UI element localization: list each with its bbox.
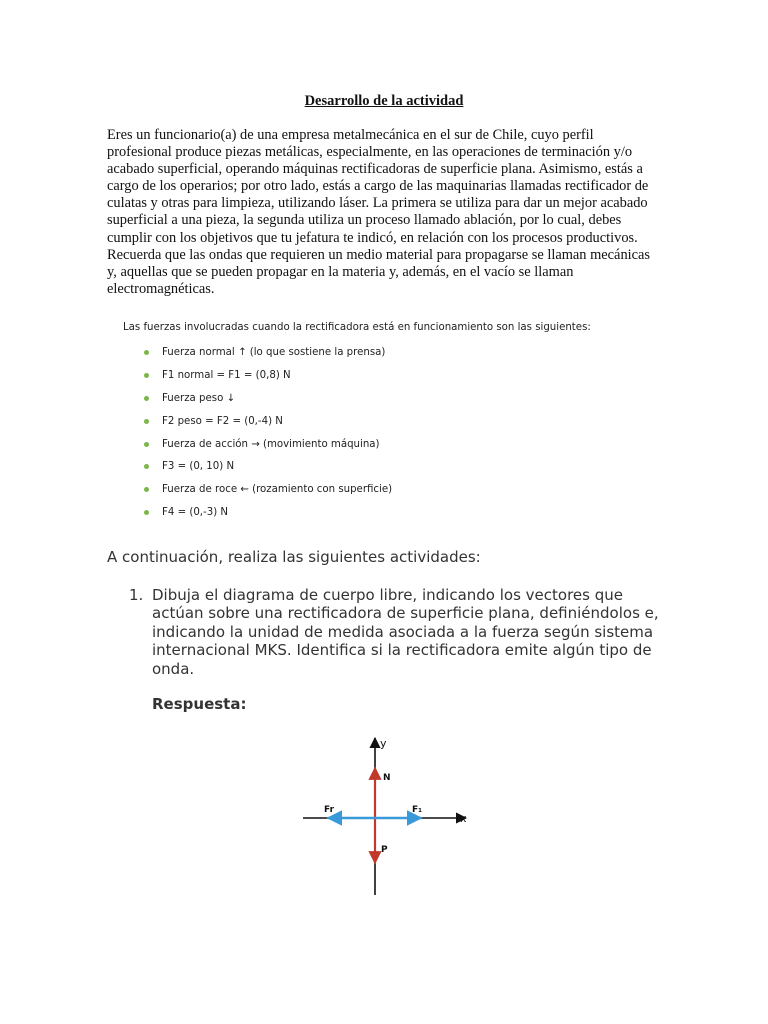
intro-line: Recuerda que las ondas que requieren un medio material para propagarse se llaman mecánicas xyxy=(107,246,651,263)
force-text: Fuerza normal ↑ (lo que sostiene la prensa) xyxy=(162,347,386,358)
task-line: indicando la unidad de medida asociada a la fuerza según sistema xyxy=(152,622,654,641)
bullet-icon xyxy=(144,442,149,447)
intro-line: y, aquellas que se pueden propagar en la materia y, además, en el vacío se llaman xyxy=(107,263,574,280)
intro-paragraph xyxy=(107,127,655,298)
intro-line: acabado superficial, operando máquinas rectificadoras de superficie plana. Asimismo, estás a xyxy=(107,161,643,178)
task-line: actúan sobre una rectificadora de superficie plana, definiéndolos e, xyxy=(152,604,659,623)
intro-line: cargo de los operarios; por otro lado, estás a cargo de las maquinarias llamadas rectificador de xyxy=(107,178,649,195)
force-text: Fuerza de acción → (movimiento máquina) xyxy=(162,438,380,450)
bullet-icon xyxy=(144,396,149,401)
task-text xyxy=(152,586,672,678)
list-item xyxy=(143,412,392,435)
bullet-icon xyxy=(144,373,149,378)
activities-lead: A continuación, realiza las siguientes actividades: xyxy=(107,548,481,566)
intro-line: superficial a una pieza, la segunda utiliza un proceso llamado ablación, por lo cual, debes xyxy=(107,212,622,229)
list-item xyxy=(143,389,392,412)
bullet-icon xyxy=(144,464,149,469)
intro-line: Eres un funcionario(a) de una empresa metalmecánica en el sur de Chile, cuyo perfil xyxy=(107,127,594,143)
task-line: onda. xyxy=(152,659,195,678)
force-text: F2 peso = F2 = (0,-4) N xyxy=(162,415,283,427)
force-text: F4 = (0,-3) N xyxy=(162,507,229,519)
bullet-icon xyxy=(144,510,149,515)
page-title: Desarrollo de la actividad xyxy=(304,93,464,109)
task-line: Dibuja el diagrama de cuerpo libre, indicando los vectores que xyxy=(152,586,623,604)
force-text: Fuerza de roce ← (rozamiento con superficie) xyxy=(162,484,393,496)
list-item xyxy=(143,503,392,526)
friction-label: Fr xyxy=(324,805,335,815)
intro-line: cumplir con los objetivos que tu jefatura te indicó, en relación con los procesos productivos. xyxy=(107,229,638,246)
intro-line: electromagnéticas. xyxy=(107,280,215,297)
bullet-icon xyxy=(144,487,149,492)
x-axis-label: x xyxy=(460,812,467,825)
forces-heading: Las fuerzas involucradas cuando la rectificadora está en funcionamiento son las siguientes: xyxy=(123,322,591,333)
bullet-icon xyxy=(144,419,149,424)
list-item xyxy=(143,343,392,366)
force-text: Fuerza peso ↓ xyxy=(162,392,236,404)
weight-label: P xyxy=(381,845,388,855)
task-line: internacional MKS. Identifica si la rectificadora emite algún tipo de xyxy=(152,641,652,660)
list-item xyxy=(143,457,392,480)
action-label: F₁ xyxy=(412,805,423,815)
normal-label: N xyxy=(383,773,391,783)
intro-line: culatas y otras para limpieza, utilizando láser. La primera se utiliza para dar un mejor acabado xyxy=(107,195,648,212)
y-axis-label: y xyxy=(380,737,387,750)
list-item xyxy=(143,435,392,458)
task-number: 1. xyxy=(129,586,144,604)
intro-line: profesional produce piezas metálicas, especialmente, en las operaciones de terminación y/o xyxy=(107,144,633,161)
list-item xyxy=(143,480,392,503)
bullet-icon xyxy=(144,350,149,355)
force-text: F1 normal = F1 = (0,8) N xyxy=(162,369,291,381)
force-text: F3 = (0, 10) N xyxy=(162,461,235,473)
answer-label: Respuesta: xyxy=(152,695,247,713)
forces-list xyxy=(143,343,392,526)
list-item xyxy=(143,366,392,389)
free-body-diagram xyxy=(300,730,475,905)
